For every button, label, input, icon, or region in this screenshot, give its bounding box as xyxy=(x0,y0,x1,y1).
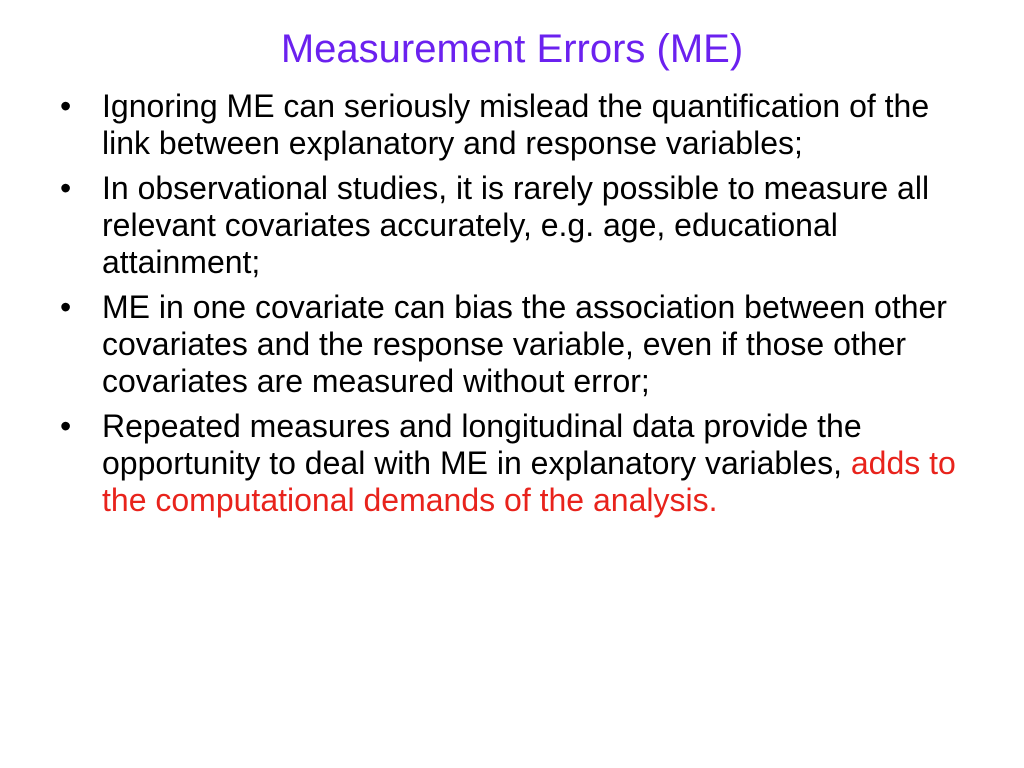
bullet-item xyxy=(56,408,986,519)
bullet-item xyxy=(56,170,986,281)
bullet-text: ME in one covariate can bias the association between other covariates and the response variable, even if those other covariates are measured without error; xyxy=(102,289,947,399)
bullet-item xyxy=(56,289,986,400)
bullet-item xyxy=(56,88,986,162)
bullet-dot-icon: • xyxy=(60,170,72,206)
bullet-text: In observational studies, it is rarely possible to measure all relevant covariates accurately, e.g. age, educational attainment; xyxy=(102,170,930,280)
bullet-dot-icon: • xyxy=(60,408,72,444)
slide-title: Measurement Errors (ME) xyxy=(280,27,744,71)
bullet-list xyxy=(56,88,986,527)
highlighted-text: adds to the computational demands of the analysis. xyxy=(102,445,956,518)
bullet-dot-icon: • xyxy=(60,289,72,325)
bullet-text: Repeated measures and longitudinal data provide the opportunity to deal with ME in explanatory variables, xyxy=(102,408,862,481)
bullet-text: Ignoring ME can seriously mislead the quantification of the link between explanatory and response variables; xyxy=(102,88,930,161)
bullet-dot-icon: • xyxy=(60,88,72,124)
